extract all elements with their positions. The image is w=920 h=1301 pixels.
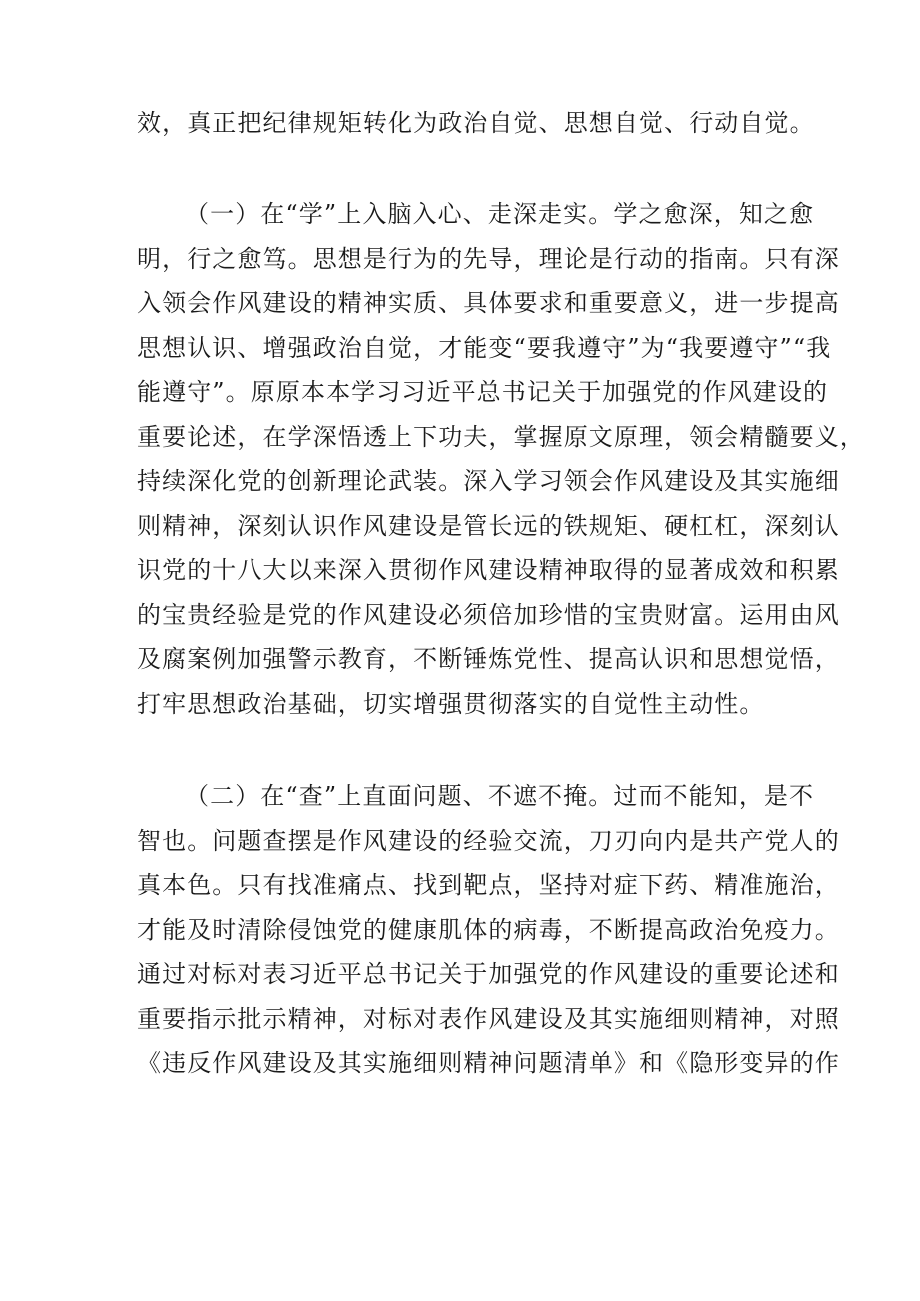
text-line: 及腐案例加强警示教育，不断锤炼党性、提高认识和思想觉悟， xyxy=(137,645,840,673)
text-line: 重要论述，在学深悟透上下功夫，掌握原文原理，领会精髓要义， xyxy=(137,423,865,451)
text-line: 真本色。只有找准痛点、找到靶点，坚持对症下药、精准施治， xyxy=(137,871,840,899)
text-line: 才能及时清除侵蚀党的健康肌体的病毒，不断提高政治免疫力。 xyxy=(137,916,840,944)
text-line: 则精神，深刻认识作风建设是管长远的铁规矩、硬杠杠，深刻认 xyxy=(137,512,840,540)
text-line: 《违反作风建设及其实施细则精神问题清单》和《隐形变异的作 xyxy=(137,1049,840,1077)
text-line: 持续深化党的创新理论武装。深入学习领会作风建设及其实施细 xyxy=(137,467,840,495)
text-line: 的宝贵经验是党的作风建设必须倍加珍惜的宝贵财富。运用由风 xyxy=(137,601,840,629)
text-line: 思想认识、增强政治自觉，才能变“要我遵守”为“我要遵守”“我 xyxy=(137,334,832,362)
text-line: 打牢思想政治基础，切实增强贯彻落实的自觉性主动性。 xyxy=(137,690,765,718)
text-line: 效，真正把纪律规矩转化为政治自觉、思想自觉、行动自觉。 xyxy=(137,109,815,137)
text-line: 能遵守”。原原本本学习习近平总书记关于加强党的作风建设的 xyxy=(137,378,829,406)
text-line: 识党的十八大以来深入贯彻作风建设精神取得的显著成效和积累 xyxy=(137,556,840,584)
text-line: 入领会作风建设的精神实质、具体要求和重要意义，进一步提高 xyxy=(137,289,840,317)
section-1-heading-line: （一）在“学”上入脑入心、走深走实。学之愈深，知之愈 xyxy=(185,200,815,228)
text-line: 通过对标对表习近平总书记关于加强党的作风建设的重要论述和 xyxy=(137,960,840,988)
section-2-heading-line: （二）在“查”上直面问题、不遮不掩。过而不能知，是不 xyxy=(185,782,815,810)
text-line: 重要指示批示精神，对标对表作风建设及其实施细则精神，对照 xyxy=(137,1005,840,1033)
text-line: 智也。问题查摆是作风建设的经验交流，刀刃向内是共产党人的 xyxy=(137,827,840,855)
text-line: 明，行之愈笃。思想是行为的先导，理论是行动的指南。只有深 xyxy=(137,245,840,273)
